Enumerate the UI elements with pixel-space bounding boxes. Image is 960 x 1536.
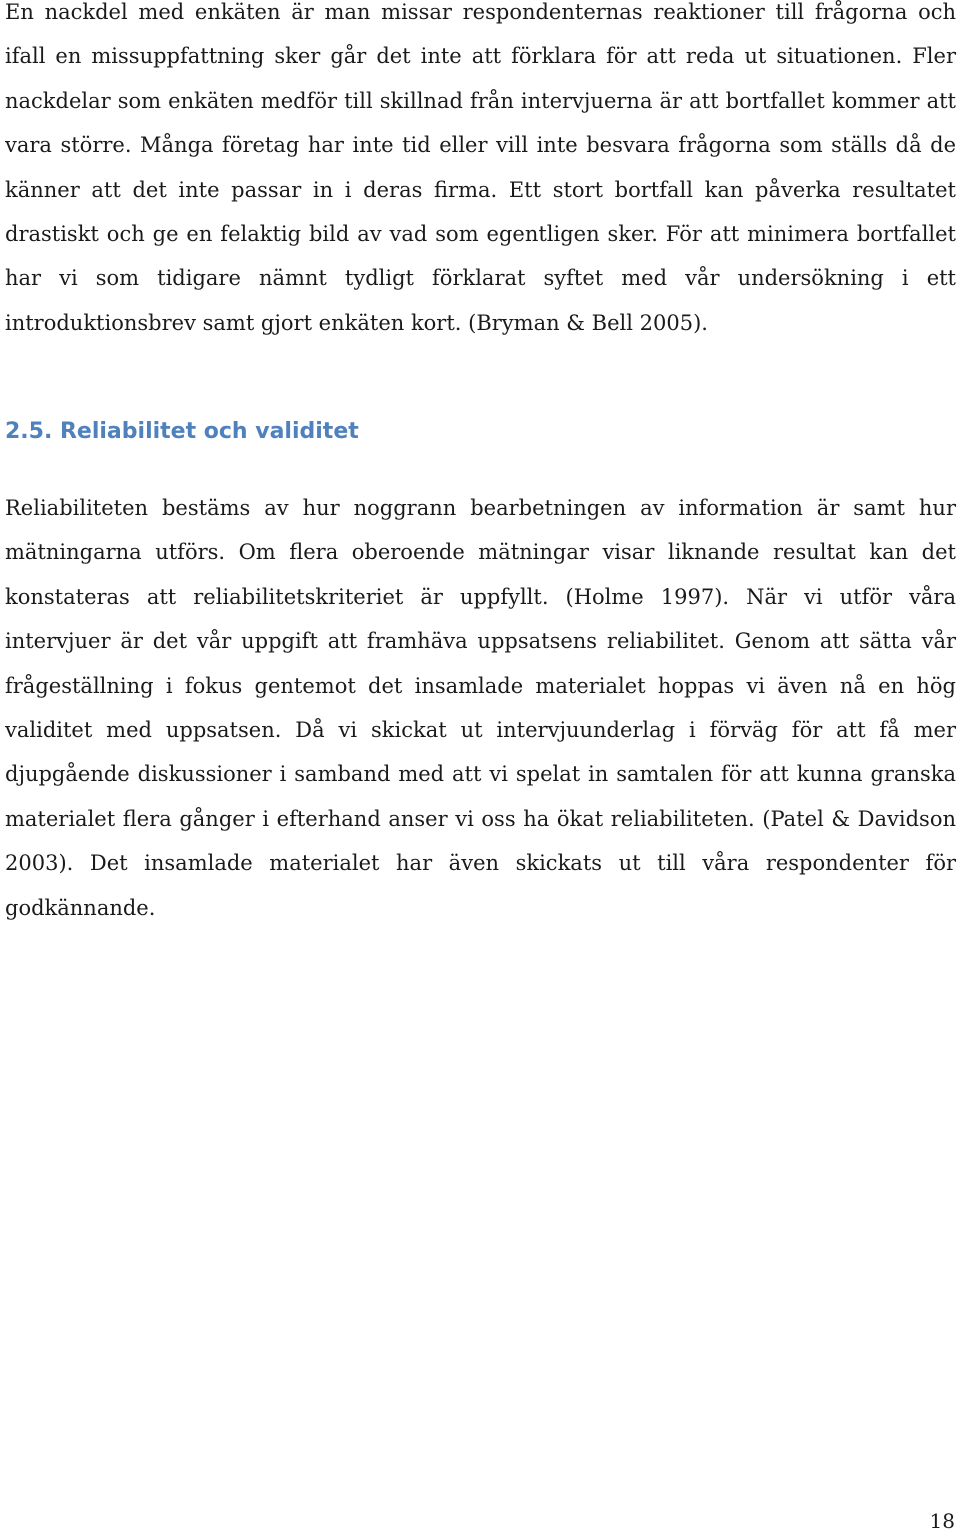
page-number: 18 <box>929 1509 955 1533</box>
body-paragraph-survey-drawbacks: En nackdel med enkäten är man missar respondenternas reaktioner till frågorna och ifall en missuppfattning sker går det inte att förklara för att reda ut situationen. Fler nackdelar som enkäten medför till skillnad från intervjuerna är att bortfallet kommer att vara större. Många företag har inte tid eller vill inte besvara frågorna som ställs då de känner att det inte passar in i deras firma. Ett stort bortfall kan påverka resultatet drastiskt och ge en felaktig bild av vad som egentligen sker. För att minimera bortfallet har vi som tidigare nämnt tydligt förklarat syftet med vår undersökning i ett introduktionsbrev samt gjort enkäten kort. (Bryman & Bell 2005). <box>5 0 956 335</box>
body-paragraph-reliability: Reliabiliteten bestäms av hur noggrann bearbetningen av information är samt hur mätningarna utförs. Om flera oberoende mätningar visar liknande resultat kan det konstateras att reliabilitetskriteriet är uppfyllt. (Holme 1997). När vi utför våra intervjuer är det vår uppgift att framhäva uppsatsens reliabilitet. Genom att sätta vår frågeställning i fokus gentemot det insamlade materialet hoppas vi även nå en hög validitet med uppsatsen. Då vi skickat ut intervjuunderlag i förväg för att få mer djupgående diskussioner i samband med att vi spelat in samtalen för att kunna granska materialet flera gånger i efterhand anser vi oss ha ökat reliabiliteten. (Patel & Davidson 2003). Det insamlade materialet har även skickats ut till våra respondenter för godkännande. <box>5 496 956 920</box>
section-heading-reliability-validity: 2.5. Reliabilitet och validitet <box>5 419 359 444</box>
